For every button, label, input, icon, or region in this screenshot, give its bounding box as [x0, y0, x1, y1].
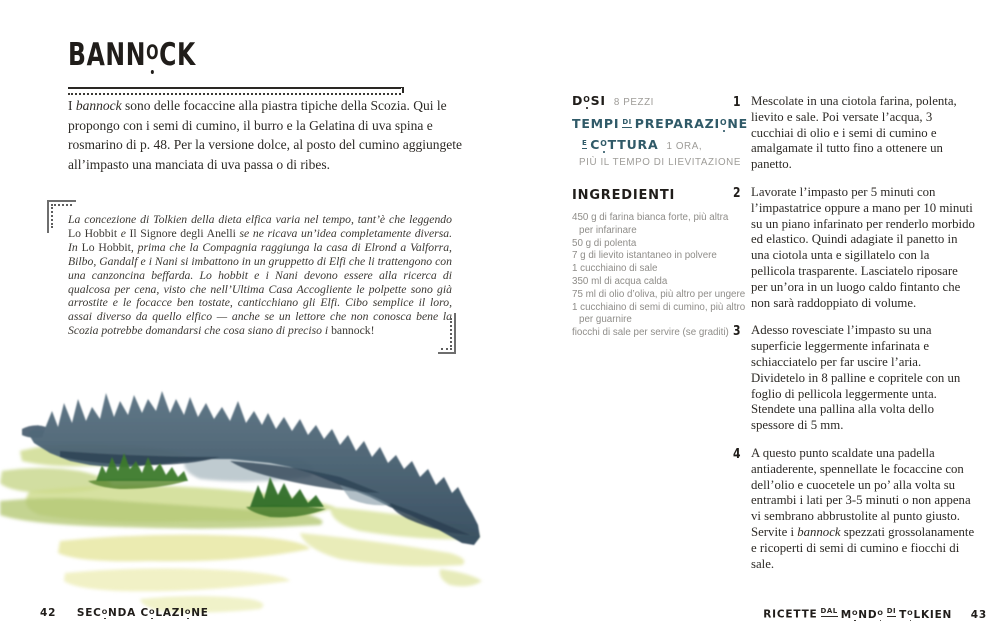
footer-left [40, 607, 209, 619]
ingredients-list [572, 212, 748, 340]
step-text: Lavorate l’impasto per 5 minuti con l’impastatrice oppure a mano per 10 minuti su un piano infarinato per renderlo morbido ed elastico. Quindi adagiate il panetto in una ciotola unta e sigillatelo con la pellicola trasparente. Lasciatelo riposare per un’ora in un luogo caldo fintanto che non sarà raddoppiato di volume. [751, 184, 975, 310]
servings-line [572, 92, 748, 110]
step-3 [733, 323, 977, 434]
intro-paragraph: I bannock sono delle focaccine alla piastra tipiche della Scozia. Qui le propongo con i semi di cumino, il burro e la Gelatina di uva spina e rosmarino di p. 48. Per la versione dolce, al posto del cumino aggiungete all’impasto una manciata di uva passa o di ribes. [68, 98, 463, 172]
watercolor-landscape-illustration [0, 373, 520, 623]
step-4 [733, 446, 977, 572]
page-number-right: 43 [970, 608, 987, 621]
title-rule [68, 87, 401, 95]
ingredient-item: fiocchi di sale per servire (se graditi) [572, 327, 729, 339]
servings-value: 8 PEZZI [613, 97, 654, 108]
ingredient-item: 7 g di lievito istantaneo in polvere [572, 250, 717, 262]
recipe-info-column [572, 92, 748, 340]
ingredient-item: 350 ml di acqua calda [572, 275, 668, 287]
ingredient-item: 450 g di farina bianca forte, più altra per infarinare [572, 212, 729, 236]
time-line-2: $^E$ $C^OTTURA$ 1 ORA, [582, 137, 703, 152]
note-block: La concezione di Tolkien della dieta elfica varia nel tempo, tant’è che leggendo Lo Hobbit e Il Signore degli Anelli se ne ricava un’idea completamente diversa. In Lo Hobbit, prima che la Compagnia raggiunga la casa di Elrond a Valforra, Bilbo, Gandalf e i Nani si imbattono in un gruppetto di Elfi che li trattengono con una canzoncina beffarda. Lo hobbit e i Nani devono essere alla ricerca di qualcosa per cena, visto che nell’Ultima Casa Accogliente le polpette sono già arrostite e le focacce ben tostate, canticchiano gli Elfi. Cibo semplice il loro, assai diverso da quello elfico — anche se un lettore che non conosca bene la Scozia potrebbe domandarsi che cosa siano di preciso i bannock! [68, 213, 453, 338]
recipe-title: $BANN^OCK$ [68, 37, 196, 73]
ingredient-item: 1 cucchiaino di semi di cumino, più altro per guarnire [572, 301, 746, 326]
step-text: A questo punto scaldate una padella antiaderente, spennellate le focaccine con dell’olio e cuocetele un po’ alla volta su entrambi i lati per 3-5 minuti o non appena vi sembrano abbrustolite al punto giusto. Servite i bannock spezzati grossolanamente e ricoperti di semi di cumino e fiocchi di sale. [751, 445, 975, 571]
servings-label: $D^OSI$ [572, 93, 606, 108]
steps-column [733, 94, 977, 584]
ingredient-item: 1 cucchiaino di sale [572, 263, 658, 275]
footer-right: RICETTE $^{DAL}$ $M^OND^O$ $^{DI}$ $T^OLKIEN$ 43 [763, 607, 987, 621]
step-text: Adesso rovesciate l’impasto su una superficie leggermente infarinata e schiacciatelo per far uscire l’aria. Dividetelo in 8 palline e copritele con un foglio di pellicola leggermente unta. Stendete una pallina alla volta dello spessore di 5 mm. [751, 323, 961, 433]
step-text: Mescolate in una ciotola farina, polenta, lievito e sale. Poi versate l’acqua, 3 cucchiai di olio e i semi di cumino e amalgamate il tutto fino a ottenere un panetto. [751, 94, 957, 172]
time-value-2: PIÙ IL TEMPO DI LIEVITAZIONE [579, 157, 741, 168]
ingredients-heading: INGREDIENTI [572, 188, 676, 203]
note-corner-bottom-right-icon [438, 313, 456, 354]
time-line-1: TEMPI $^{DI}$ $PREPARAZI^ONE$ [572, 116, 748, 131]
step-number: 2 [733, 184, 741, 201]
time-value: 1 ORA, [666, 141, 703, 152]
section-title: $SEC^ONDA$ $C^OLAZI^ONE$ [76, 607, 209, 619]
step-2 [733, 185, 977, 311]
page-number-left: 42 [40, 607, 57, 619]
step-number: 1 [733, 94, 741, 110]
step-number: 3 [733, 323, 741, 340]
ingredient-item: 75 ml di olio d’oliva, più altro per ungere [572, 288, 746, 300]
step-1 [733, 94, 977, 173]
ingredient-item: 50 g di polenta [572, 237, 637, 249]
step-number: 4 [733, 445, 741, 462]
